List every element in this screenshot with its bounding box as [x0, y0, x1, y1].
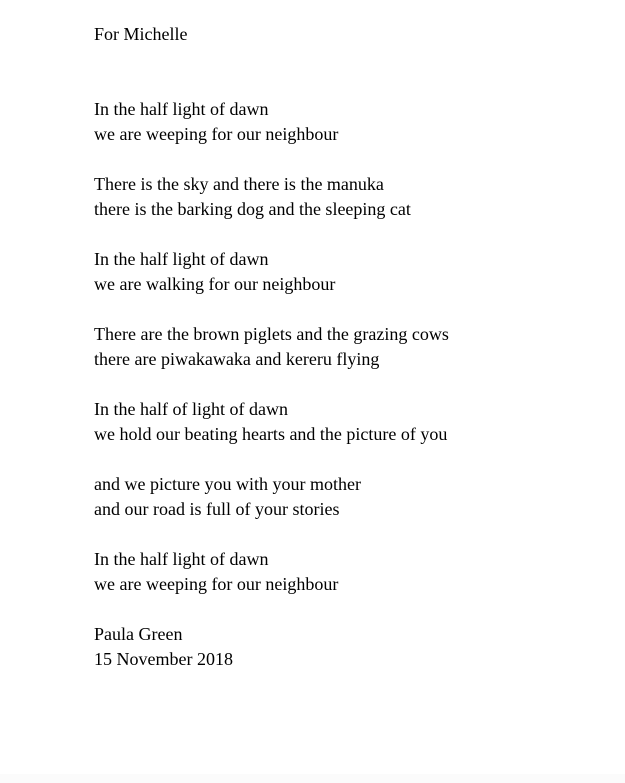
poem-line: There is the sky and there is the manuka	[94, 174, 384, 194]
poem-line: There are the brown piglets and the grazing cows	[94, 324, 449, 344]
poem-line: and we picture you with your mother	[94, 474, 361, 494]
poem-stanza	[94, 397, 595, 447]
poem-stanzas	[94, 97, 595, 597]
poem-stanza	[94, 547, 595, 597]
poem-line: there is the barking dog and the sleeping cat	[94, 199, 411, 219]
poem-line: we are walking for our neighbour	[94, 274, 336, 294]
poem-dedication: For Michelle	[94, 24, 188, 44]
page-bottom-edge	[0, 774, 625, 783]
poem-line: In the half light of dawn	[94, 99, 269, 119]
poem-stanza	[94, 97, 595, 147]
poem-line: In the half light of dawn	[94, 549, 269, 569]
poem-line: there are piwakawaka and kereru flying	[94, 349, 380, 369]
poem-line: and our road is full of your stories	[94, 499, 340, 519]
poem-stanza	[94, 247, 595, 297]
poem-line: we hold our beating hearts and the picture of you	[94, 424, 448, 444]
poem-stanza	[94, 472, 595, 522]
poem-author: Paula Green	[94, 624, 183, 644]
poem-line: In the half of light of dawn	[94, 399, 288, 419]
poem-date: 15 November 2018	[94, 649, 233, 669]
author-block	[94, 622, 595, 672]
poem-line: we are weeping for our neighbour	[94, 574, 339, 594]
poem-line: we are weeping for our neighbour	[94, 124, 339, 144]
poem	[94, 22, 595, 672]
poem-stanza	[94, 322, 595, 372]
poem-stanza	[94, 172, 595, 222]
poem-line: In the half light of dawn	[94, 249, 269, 269]
